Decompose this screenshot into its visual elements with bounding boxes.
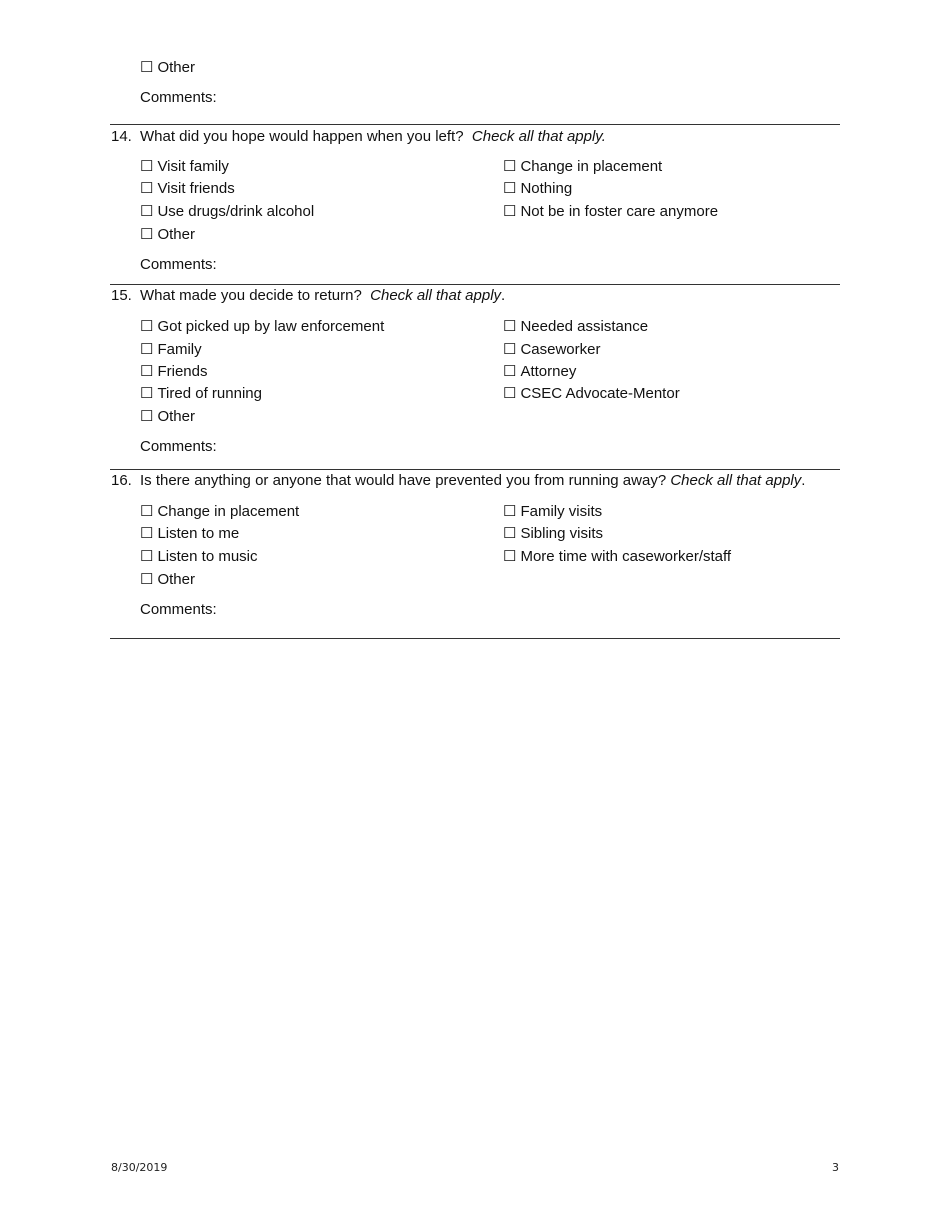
q14-option-visit-family[interactable] (140, 158, 229, 176)
checkbox-icon[interactable]: ☐ (503, 548, 517, 565)
option-label: Friends (157, 363, 208, 380)
option-label: Attorney (520, 363, 577, 380)
option-label: More time with caseworker/staff (520, 548, 732, 565)
q15-option-caseworker[interactable] (503, 341, 600, 359)
question-16-instruction: Check all that apply (670, 472, 802, 489)
q14-option-nothing[interactable] (503, 180, 572, 198)
checkbox-icon[interactable]: ☐ (140, 385, 154, 402)
section-divider (110, 124, 840, 125)
question-16-period: . (801, 472, 806, 489)
checkbox-icon[interactable]: ☐ (503, 158, 517, 175)
question-14-number: 14. (111, 128, 132, 145)
section-divider (110, 284, 840, 285)
question-14-text (140, 128, 606, 146)
question-16-number: 16. (111, 472, 132, 489)
question-14-instruction: Check all that apply. (471, 128, 606, 145)
q15-option-csec-advocate[interactable] (503, 385, 680, 403)
option-label: Other (157, 571, 195, 588)
footer-date: 8/30/2019 (111, 1161, 168, 1174)
option-label: Visit friends (157, 180, 235, 197)
q14-option-change-in-placement[interactable] (503, 158, 662, 176)
checkbox-icon[interactable]: ☐ (503, 203, 517, 220)
option-label: Needed assistance (520, 318, 649, 335)
checkbox-icon[interactable]: ☐ (140, 341, 154, 358)
option-label: Tired of running (157, 385, 262, 402)
option-label: Family visits (520, 503, 603, 520)
option-label: Got picked up by law enforcement (157, 318, 385, 335)
checkbox-icon[interactable]: ☐ (140, 226, 154, 243)
option-label: Sibling visits (520, 525, 603, 542)
comments-label-top: Comments: (140, 89, 217, 106)
checkbox-icon[interactable]: ☐ (140, 203, 154, 220)
option-label: Listen to me (157, 525, 240, 542)
option-label: Change in placement (157, 503, 300, 520)
q16-comments-label: Comments: (140, 601, 217, 618)
checkbox-icon[interactable]: ☐ (503, 318, 517, 335)
q16-option-more-time-caseworker[interactable] (503, 548, 731, 566)
option-label: Other (157, 226, 195, 243)
option-label: Not be in foster care anymore (520, 203, 719, 220)
option-label: CSEC Advocate-Mentor (520, 385, 680, 402)
q15-comments-label: Comments: (140, 438, 217, 455)
section-divider (110, 469, 840, 470)
checkbox-icon[interactable]: ☐ (140, 548, 154, 565)
q16-option-change-in-placement[interactable] (140, 503, 299, 521)
question-15-instruction: Check all that apply (370, 287, 502, 304)
q15-option-attorney[interactable] (503, 363, 576, 381)
checkbox-icon[interactable]: ☐ (140, 158, 154, 175)
q15-option-needed-assistance[interactable] (503, 318, 648, 336)
option-label: Caseworker (520, 341, 601, 358)
q15-option-other[interactable] (140, 408, 195, 426)
question-15-number: 15. (111, 287, 132, 304)
q14-comments-label: Comments: (140, 256, 217, 273)
option-label: Change in placement (520, 158, 663, 175)
option-label: Use drugs/drink alcohol (157, 203, 315, 220)
option-label: Family (157, 341, 202, 358)
q14-option-other[interactable] (140, 226, 195, 244)
q14-option-visit-friends[interactable] (140, 180, 235, 198)
question-15-prompt: What made you decide to return? (140, 287, 362, 304)
option-label: Other (157, 59, 195, 76)
checkbox-icon[interactable]: ☐ (503, 503, 517, 520)
option-label: Visit family (157, 158, 229, 175)
checkbox-icon[interactable]: ☐ (503, 180, 517, 197)
question-16-text (140, 472, 805, 490)
section-divider (110, 638, 840, 639)
option-label: Other (157, 408, 195, 425)
question-14-prompt: What did you hope would happen when you left? (140, 128, 464, 145)
option-label: Nothing (520, 180, 573, 197)
q16-option-listen-to-music[interactable] (140, 548, 258, 566)
option-other-top[interactable] (140, 59, 195, 77)
checkbox-icon[interactable]: ☐ (140, 525, 154, 542)
q15-option-friends[interactable] (140, 363, 207, 381)
question-16-prompt: Is there anything or anyone that would have prevented you from running away? (140, 472, 667, 489)
checkbox-icon[interactable]: ☐ (140, 59, 154, 76)
question-15-period: . (501, 287, 506, 304)
checkbox-icon[interactable]: ☐ (140, 180, 154, 197)
checkbox-icon[interactable]: ☐ (140, 408, 154, 425)
checkbox-icon[interactable]: ☐ (503, 363, 517, 380)
q16-option-family-visits[interactable] (503, 503, 602, 521)
checkbox-icon[interactable]: ☐ (140, 318, 154, 335)
checkbox-icon[interactable]: ☐ (503, 385, 517, 402)
checkbox-icon[interactable]: ☐ (140, 571, 154, 588)
q15-option-law-enforcement[interactable] (140, 318, 384, 336)
question-15-text (140, 287, 505, 305)
q14-option-use-drugs[interactable] (140, 203, 314, 221)
checkbox-icon[interactable]: ☐ (503, 525, 517, 542)
q14-option-not-in-foster-care[interactable] (503, 203, 718, 221)
footer-page-number: 3 (832, 1161, 839, 1174)
checkbox-icon[interactable]: ☐ (503, 341, 517, 358)
q16-option-other[interactable] (140, 571, 195, 589)
checkbox-icon[interactable]: ☐ (140, 363, 154, 380)
checkbox-icon[interactable]: ☐ (140, 503, 154, 520)
q16-option-sibling-visits[interactable] (503, 525, 603, 543)
q15-option-family[interactable] (140, 341, 202, 359)
option-label: Listen to music (157, 548, 258, 565)
q15-option-tired-of-running[interactable] (140, 385, 262, 403)
q16-option-listen-to-me[interactable] (140, 525, 239, 543)
